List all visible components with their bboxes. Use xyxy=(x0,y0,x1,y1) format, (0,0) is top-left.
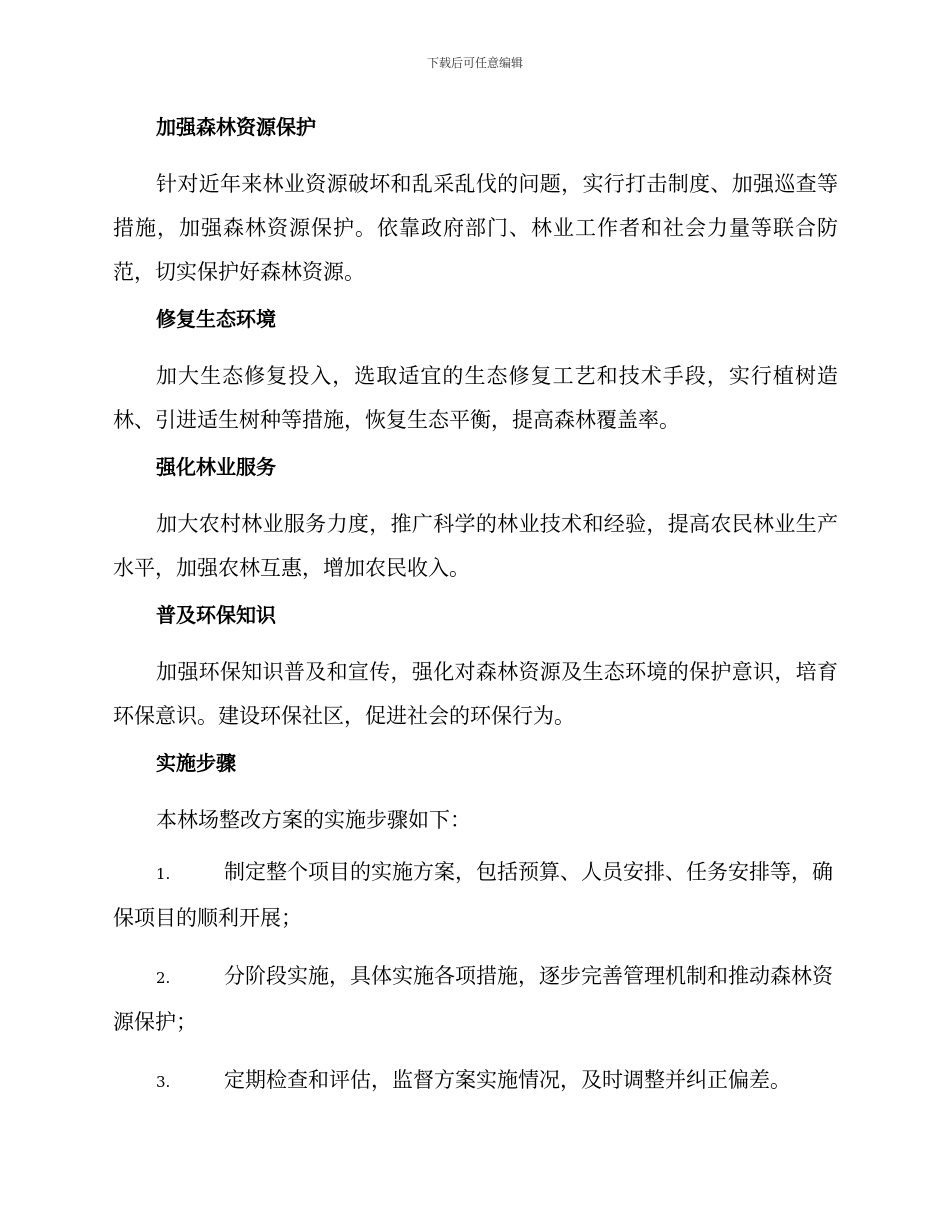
section-paragraph: 针对近年来林业资源破坏和乱采乱伐的问题，实行打击制度、加强巡查等措施，加强森林资源保护。依靠政府部门、林业工作者和社会力量等联合防范，切实保护好森林资源。 xyxy=(113,172,838,284)
step-number: 1. xyxy=(156,865,171,883)
section-heading: 强化林业服务 xyxy=(156,455,276,479)
section-paragraph: 加强环保知识普及和宣传，强化对森林资源及生态环境的保护意识，培育环保意识。建设环保社区，促进社会的环保行为。 xyxy=(113,660,838,728)
step-number: 3. xyxy=(156,1073,171,1091)
step-text: 制定整个项目的实施方案，包括预算、人员安排、任务安排等，确保项目的顺利开展； xyxy=(113,860,833,930)
step-text: 分阶段实施，具体实施各项措施，逐步完善管理机制和推动森林资源保护； xyxy=(113,964,833,1034)
step-item xyxy=(113,850,838,940)
section-paragraph: 加大生态修复投入，选取适宜的生态修复工艺和技术手段，实行植树造林、引进适生树种等措施，恢复生态平衡，提高森林覆盖率。 xyxy=(113,364,838,432)
step-number: 2. xyxy=(156,969,171,987)
document-body xyxy=(113,110,838,1118)
step-text: 定期检查和评估，监督方案实施情况，及时调整并纠正偏差。 xyxy=(224,1068,791,1092)
page-header: 下载后可任意编辑 xyxy=(426,56,523,70)
section-paragraph: 本林场整改方案的实施步骤如下： xyxy=(156,808,471,832)
section-heading: 实施步骤 xyxy=(156,751,236,775)
section-heading: 普及环保知识 xyxy=(156,603,276,627)
step-item xyxy=(113,954,838,1044)
section-heading: 加强森林资源保护 xyxy=(156,115,316,139)
step-item xyxy=(113,1058,838,1104)
section-paragraph: 加大农村林业服务力度，推广科学的林业技术和经验，提高农民林业生产水平，加强农林互惠，增加农民收入。 xyxy=(113,512,838,580)
section-heading: 修复生态环境 xyxy=(156,307,276,331)
